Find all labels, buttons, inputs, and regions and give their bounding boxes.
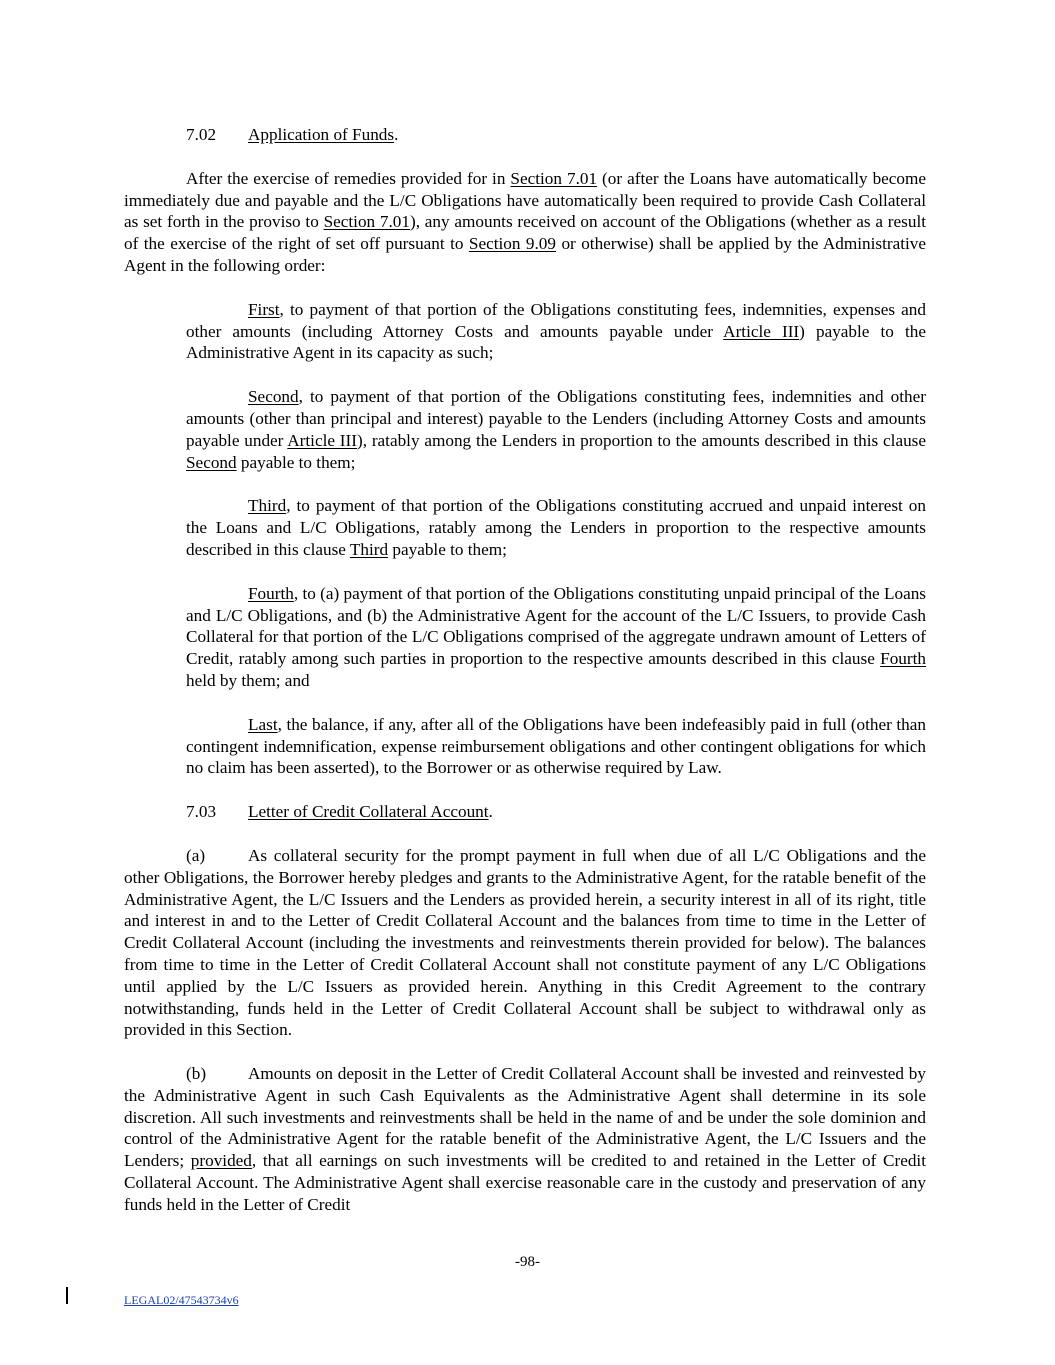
section-7-02-heading: 7.02 Application of Funds. bbox=[186, 125, 399, 144]
clause-lead: Last bbox=[248, 714, 278, 734]
clause-second: Second, to payment of that portion of the Obligations constituting fees, indemnities and other amounts (other than principal and interest) payable to the Lenders (including Attorney Costs and amounts payable under Article III), ratably among the Lenders in proportion to the amounts described in this clause Second payable to them; bbox=[186, 387, 926, 472]
document-id: LEGAL02/47543734v6 bbox=[124, 1293, 239, 1307]
section-ref: Section 7.01 bbox=[510, 168, 598, 188]
section-title: Letter of Credit Collateral Account bbox=[248, 802, 489, 822]
subsection-label: (b) bbox=[186, 1064, 207, 1084]
subsection-label: (a) bbox=[186, 845, 206, 865]
clause-ref: Third bbox=[349, 539, 389, 559]
clause-third: Third, to payment of that portion of the Obligations constituting accrued and unpaid interest on the Loans and L/C Obligations, ratably among the Lenders in proportion to the respective amounts described in this clause Third payable to them; bbox=[186, 496, 926, 559]
section-7-03-heading: 7.03 Letter of Credit Collateral Account. bbox=[186, 802, 493, 822]
section-7-02-intro: After the exercise of remedies provided for in Section 7.01 (or after the Loans have automatically become immediately due and payable and the L/C Obligations have automatically been required to provide Cash Collateral as set forth in the proviso to Section 7.01), any amounts received on account of the Obligations (whether as a result of the exercise of the right of set off pursuant to Section 9.09 or otherwise) shall be applied by the Administrative Agent in the following order: bbox=[124, 168, 927, 275]
document-page bbox=[124, 124, 926, 1216]
section-title: Application of Funds bbox=[248, 125, 395, 144]
clause-ref: Fourth bbox=[880, 649, 926, 669]
section-ref: Section 7.01 bbox=[323, 212, 410, 232]
clause-lead: Third bbox=[248, 496, 287, 516]
section-number: 7.03 bbox=[186, 802, 217, 822]
provided-term: provided bbox=[190, 1151, 252, 1171]
page-number: -98- bbox=[515, 1254, 540, 1270]
section-ref: Section 9.09 bbox=[468, 234, 556, 254]
subsection-b: (b) Amounts on deposit in the Letter of Credit Collateral Account shall be invested and reinvested by the Administrative Agent in such Cash Equivalents as the Administrative Agent shall determine in its sole discretion. All such investments and reinvestments shall be held in the name of and be under the sole dominion and control of the Administrative Agent for the ratable benefit of the Administrative Agent, the L/C Issuers and the Lenders; provided, that all earnings on such investments will be credited to and retained in the Letter of Credit Collateral Account. The Administrative Agent shall exercise reasonable care in the custody and preservation of any funds held in the Letter of Credit bbox=[124, 1064, 926, 1214]
clause-lead: Second bbox=[248, 387, 299, 407]
clause-fourth: Fourth, to (a) payment of that portion of the Obligations constituting unpaid principal of the Loans and L/C Obligations, and (b) the Administrative Agent for the account of the L/C Issuers, to provide Cash Collateral for that portion of the L/C Obligations comprised of the aggregate undrawn amount of Letters of Credit, ratably among such parties in proportion to the respective amounts described in this clause Fourth held by them; and bbox=[186, 583, 926, 690]
clause-lead: Fourth bbox=[248, 583, 294, 603]
clause-ref: Second bbox=[186, 452, 237, 472]
clause-first: First, to payment of that portion of the Obligations constituting fees, indemnities, expenses and other amounts (including Attorney Costs and amounts payable under Article III) payable to the Administrative Agent in its capacity as such; bbox=[186, 299, 926, 363]
subsection-a: (a) As collateral security for the prompt payment in full when due of all L/C Obligations and the other Obligations, the Borrower hereby pledges and grants to the Administrative Agent, for the ratable benefit of the Administrative Agent, the L/C Issuers and the Lenders as provided herein, a security interest in all of its right, title and interest in and to the Letter of Credit Collateral Account and the balances from time to time in the Letter of Credit Collateral Account (including the investments and reinvestments therein provided for below). The balances from time to time in the Letter of Credit Collateral Account shall not constitute payment of any L/C Obligations until applied by the L/C Issuers as provided herein. Anything in this Credit Agreement to the contrary notwithstanding, funds held in the Letter of Credit Collateral Account shall be subject to withdrawal only as provided in this Section. bbox=[124, 845, 926, 1040]
clause-last: Last, the balance, if any, after all of the Obligations have been indefeasibly paid in full (other than contingent indemnification, expense reimbursement obligations and other contingent obligations for which no claim has been asserted), to the Borrower or as otherwise required by Law. bbox=[186, 714, 926, 778]
section-number: 7.02 bbox=[186, 125, 217, 144]
article-ref: Article III bbox=[723, 321, 800, 341]
article-ref: Article III bbox=[287, 430, 357, 450]
clause-lead: First bbox=[248, 299, 280, 319]
revision-bar bbox=[66, 1287, 68, 1304]
